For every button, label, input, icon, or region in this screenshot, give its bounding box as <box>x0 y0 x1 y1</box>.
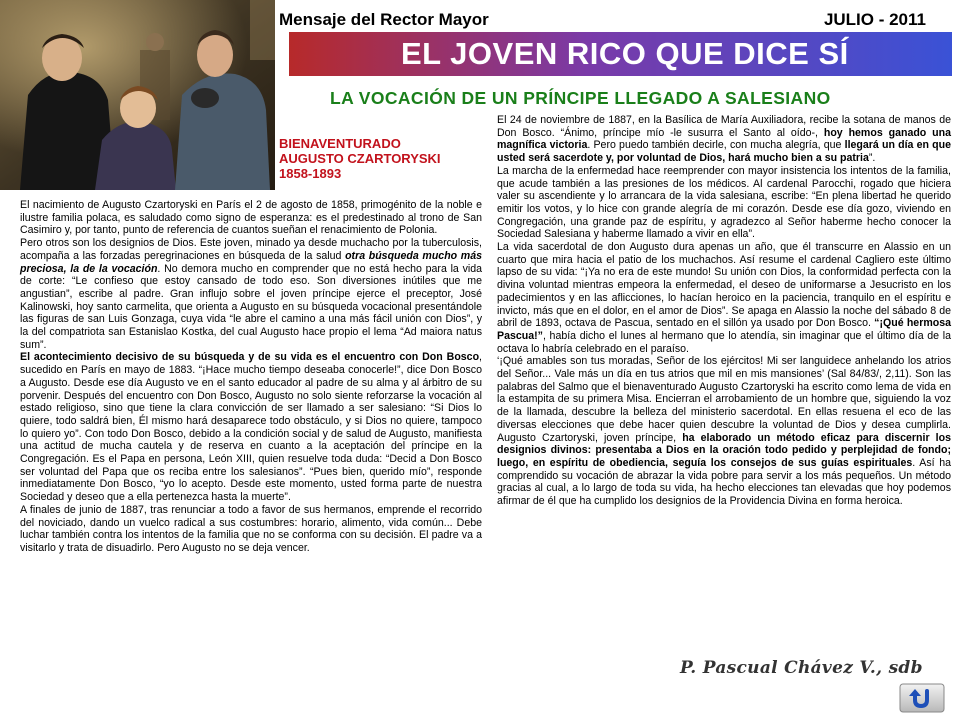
text-run: A finales de junio de 1887, tras renunciar a todo a favor de sus hermanos, emprende el recorrido del noviciado, dando un vuelco radical a sus costumbres: horario, alimento, vida común... Debe luchar también contra los intentos de la familia que no se conforma con su decisión. El padre va a visitarlo y trata de disuadirlo. Pero Augusto no se deja vencer. <box>20 503 482 554</box>
text-run: ‘¡Qué amables son tus moradas, Señor de los ejércitos! Mi ser languidece anhelando los atrios del Señor... Vale más un día en tus atrios que mil en mis mansiones’ (Sal 84/83/, 2,11). Son las palabras del Salmo que el bienaventurado Augusto Czartoryski ha escrito como lema de vida en la estampita de su primera Misa. Encierran el arrobamiento de un hombre que, siguiendo la voz de la llamada, descubre la belleza del ministerio sacerdotal. En ellas resuena el eco de las diversas elecciones que debe hacer quien descubre la voluntad de Dios y desea cumplirla. Augusto Czartoryski, joven príncipe, <box>497 355 951 444</box>
page-title: EL JOVEN RICO QUE DICE SÍ <box>401 36 849 71</box>
left-paragraph-4 <box>20 504 482 555</box>
text-run: hoy hemos ganado una magnífica victoria <box>497 126 952 152</box>
text-run: . Pero puedo también decirle, con mucha alegría, que <box>587 139 845 152</box>
header-date: JULIO - 2011 <box>823 10 926 29</box>
text-run: El nacimiento de Augusto Czartoryski en París el 2 de agosto de 1858, primogénito de la noble e ilustre familia polaca, es saludado como signo de esperanza: es el predestinado al trono de San Casimiro y, por tanto, punto de referencia de cuantos sueñan el renacimiento de Polonia. <box>20 199 482 237</box>
text-run: ”. <box>868 152 876 165</box>
article-right-column <box>497 114 951 508</box>
left-paragraph-1 <box>20 199 482 237</box>
text-run: La vida sacerdotal de don Augusto dura apenas un año, que él transcurre en Alassio en un cuarto que mira hacia el patio de los muchachos. Así resume el cardenal Cagliero este último lapso de su vida: “¡Ya no era de este mundo! Su unión con Dios, la conformidad perfecta con la divina voluntad mientras empeora la enfermedad, el deseo de uniformarse a Jesucristo en los padecimientos y en las aflicciones, lo hacían heroico en la paciencia, tranquilo en el espíritu e invicto, más que en el dolor, en el amor de Dios”. Se apaga en Alassio la noche del sábado 8 de abril de 1893, octava de Pascua, sentado en el sillón ya usado por Don Bosco. <box>497 241 951 330</box>
article-left-column <box>20 199 482 555</box>
text-run: Pero otros son los designios de Dios. Este joven, minado ya desde muchacho por la tuberculosis, acompaña a las forzadas peregrinaciones en búsqueda de la salud <box>20 237 482 262</box>
text-run: El acontecimiento decisivo de su búsqueda y de su vida es el encuentro con Don Bosco <box>20 351 480 364</box>
right-paragraph-2 <box>497 165 951 241</box>
beato-caption <box>279 136 441 181</box>
page-subtitle: LA VOCACIÓN DE UN PRÍNCIPE LLEGADO A SALESIANO <box>330 88 831 108</box>
left-paragraph-3 <box>20 351 482 503</box>
beato-line3: 1858-1893 <box>279 166 342 181</box>
beato-line2: AUGUSTO CZARTORYSKI <box>279 151 441 166</box>
text-run: otra búsqueda mucho más preciosa, la de la vocación <box>20 249 482 275</box>
text-run: El 24 de noviembre de 1887, en la Basílica de María Auxiliadora, recibe la sotana de manos de Don Bosco. “Ánimo, príncipe mío -le susurra el Santo al oído-, <box>497 114 951 139</box>
beato-line1: BIENAVENTURADO <box>279 136 401 151</box>
header-label: Mensaje del Rector Mayor <box>279 10 489 29</box>
text-run: . No demora mucho en comprender que no está hecho para la vida de corte: “Le confieso que estoy cansado de todo eso. Son diversiones inútiles que me angustian”, escribe al padre. Gran influjo sobre el joven príncipe ejerce el preceptor, José Kalinowski, hoy santo carmelita, que orienta a Augusto en su búsqueda vocacional presentándole las figuras de san Luis Gonzaga, cuya vida “le abre el camino a una más fácil unión con Dios”, y la del compatriota san Estanislao Kostka, del cual Augusto hace propio el lema “Ad maiora natus sum”. <box>20 262 482 351</box>
return-arrow-icon <box>899 683 945 713</box>
right-paragraph-3 <box>497 241 951 355</box>
right-paragraph-4 <box>497 355 951 507</box>
text-run: “¡Qué hermosa Pascua!” <box>497 317 951 342</box>
text-run: . Así ha comprendido su vocación de abrazar la vida pobre para servir a los más pequeños. Un método gracias al cual, a lo largo de toda su vida, ha hecho elecciones tan elevadas que hoy podemos afirmar de él que ha cumplido los designios de la Providencia Divina en forma heroica. <box>497 456 951 508</box>
painting-image <box>0 0 275 190</box>
text-run: La marcha de la enfermedad hace reemprender con mayor insistencia los intentos de la familia, que acude también a las presiones de los médicos. Al cardenal Parocchi, rogado que hiciera valer su ascendiente y lo arrancara de la vida salesiana, escribe: “En plena libertad he querido emitir los votos, y lo hice con grande alegría de mi corazón. Desde ese día gozo, viviendo en Congregación, una grande paz de espíritu, y agradezco al Señor haberme hecho conocer la Sociedad Salesiana y haberme llamado a vivir en ella”. <box>497 164 951 241</box>
title-banner <box>289 32 952 76</box>
signature: P. Pascual Chávez V., sdb <box>680 658 923 678</box>
right-paragraph-1 <box>497 114 951 165</box>
left-paragraph-2 <box>20 237 482 351</box>
text-run: ha elaborado un método eficaz para discernir los designios divinos: presentaba a Dios en la oración todo pedido y perplejidad de fondo; luego, en espíritu de obediencia, seguía los consejos de sus guías espirituales <box>497 431 951 469</box>
text-run: llegará un día en que usted será sacerdote y, por voluntad de Dios, hará mucho bien a su patria <box>497 139 952 165</box>
text-run: , había dicho el lunes al hermano que lo atendía, sin imaginar que el último día de la octava lo habría celebrado en el paraíso. <box>497 329 951 355</box>
return-button[interactable] <box>899 683 945 713</box>
painting-icon <box>0 0 275 190</box>
text-run: , sucedido en París en mayo de 1883. “¡Hace mucho tiempo deseaba conocerle!”, dice Don Bosco a Augusto. Desde ese día Augusto ve en el santo educador al padre de su alma y al árbitro de su porvenir. Después del encuentro con Don Bosco, Augusto no solo siente reforzarse la vocación al estado religioso, sino que tiene la clara convicción de ser llamado a ser salesiano: “Si Dios lo quiere, todo saldrá bien, Él mismo hará desaparece todo obstáculo, y si Dios no quiere, tampoco lo quiero yo”. Con todo Don Bosco, debido a la condición social y de salud de Augusto, manifiesta una actitud de mucha cautela y de reserva en cuanto a la aceptación del príncipe en la Congregación. Es el Papa en persona, León XIII, quien resuelve toda duda: “Decid a Don Bosco ser voluntad del Papa que os reciba entre los salesianos”. “Pues bien, querido mío”, responde inmediatamente Don Bosco, “yo lo acepto. Desde este momento, usted forma parte de nuestra Sociedad y deseo que a ella pertenezca hasta la muerte”. <box>20 351 482 504</box>
